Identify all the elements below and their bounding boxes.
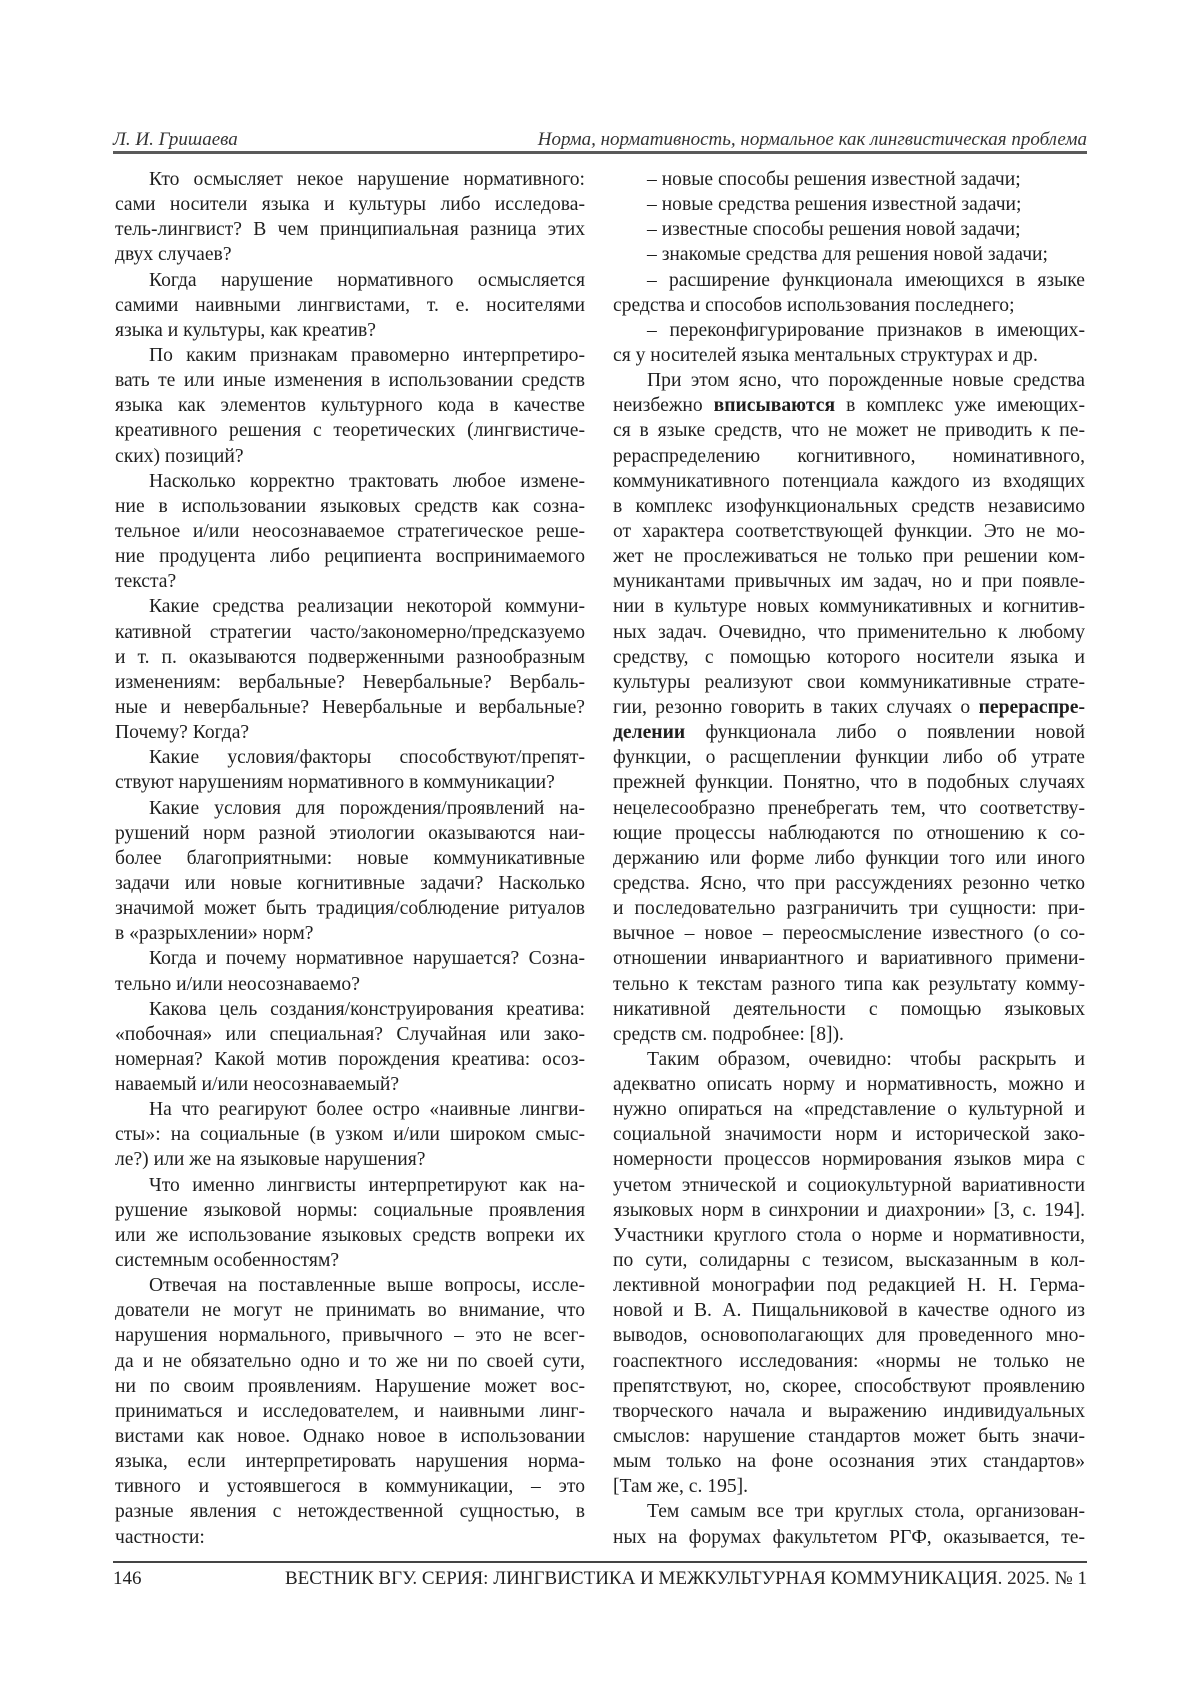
text-line: вать те или иные изменения в использовании средств [115, 368, 585, 393]
text-line: креативного решения с теоретических (лингвистиче- [115, 418, 585, 443]
text-line: «побочная» или специальная? Случайная или зако- [115, 1022, 585, 1047]
text-line: самими наивными лингвистами, т. е. носителями [115, 293, 585, 318]
text-line: нарушения нормального, привычного – это не всег- [115, 1323, 585, 1348]
text-line: в комплекс изофункциональных средств независимо [613, 494, 1085, 519]
text-line: текста? [115, 569, 585, 594]
text-line [613, 720, 1085, 745]
text-line: ние в использовании языковых средств как созна- [115, 494, 585, 519]
text-line: функции, о расщеплении функции либо об утрате [613, 745, 1085, 770]
running-header-author: Л. И. Гришаева [113, 127, 238, 153]
text-line: – знакомые средства для решения новой задачи; [613, 242, 1085, 267]
page-number: 146 [113, 1566, 142, 1592]
text-line: средства. Ясно, что при рассуждениях резонно четко [613, 871, 1085, 896]
text-line: частности: [115, 1525, 585, 1550]
text-segment: функционала либо о появлении новой [685, 722, 1085, 743]
text-line: Когда нарушение нормативного осмысляется [115, 268, 585, 293]
text-line [613, 695, 1085, 720]
text-line: никативной деятельности с помощью языковых [613, 997, 1085, 1022]
text-line: наваемый и/или неосознаваемый? [115, 1072, 585, 1097]
text-line: – расширение функционала имеющихся в языке [613, 268, 1085, 293]
text-line: гоаспектного исследования: «нормы не только не [613, 1349, 1085, 1374]
text-line: языка и культуры, как креатив? [115, 318, 585, 343]
footer-rule [113, 1561, 1087, 1563]
text-line: Участники круглого стола о норме и нормативности, [613, 1223, 1085, 1248]
text-line: препятствуют, но, скорее, способствуют проявлению [613, 1374, 1085, 1399]
text-line: номерности процессов нормирования языков мира с [613, 1147, 1085, 1172]
text-line: Когда и почему нормативное нарушается? Созна- [115, 946, 585, 971]
text-line: ни по своим проявлениям. Нарушение может вос- [115, 1374, 585, 1399]
text-line: ющие процессы наблюдаются по отношению к со- [613, 821, 1085, 846]
text-line: [Там же, с. 195]. [613, 1474, 1085, 1499]
bold-term: перераспре- [979, 697, 1085, 718]
text-line: держанию или форме либо функции того или иного [613, 846, 1085, 871]
text-line: рушений норм разной этиологии оказываются наи- [115, 821, 585, 846]
text-line: ние продуцента либо реципиента воспринимаемого [115, 544, 585, 569]
text-line: лективной монографии под редакцией Н. Н. Герма- [613, 1273, 1085, 1298]
text-line: мым только на фоне осознания этих стандартов» [613, 1449, 1085, 1474]
text-line [613, 393, 1085, 418]
header-rule [113, 151, 1087, 154]
text-line: новой и В. А. Пищальниковой в качестве одного из [613, 1298, 1085, 1323]
text-line: рераспределению когнитивного, номинативного, [613, 444, 1085, 469]
text-line: ных задач. Очевидно, что применительно к любому [613, 620, 1085, 645]
text-segment: гии, резонно говорить в таких случаях о [613, 697, 979, 718]
text-line: номерная? Какой мотив порождения креатива: осоз- [115, 1047, 585, 1072]
text-line: дователи не могут не принимать во внимание, что [115, 1298, 585, 1323]
text-line: При этом ясно, что порожденные новые средства [613, 368, 1085, 393]
text-line: разные явления с нетождественной сущностью, в [115, 1499, 585, 1524]
text-segment: неизбежно [613, 395, 714, 416]
text-line: средств см. подробнее: [8]). [613, 1022, 1085, 1047]
text-line: вистами как новое. Однако новое в использовании [115, 1424, 585, 1449]
text-line: – переконфигурирование признаков в имеющих- [613, 318, 1085, 343]
text-line: коммуникативного потенциала каждого из входящих [613, 469, 1085, 494]
text-line: творческого начала и выражению индивидуальных [613, 1399, 1085, 1424]
text-line: да и не обязательно одно и то же ни по своей сути, [115, 1349, 585, 1374]
text-line: и последовательно разграничить три сущности: при- [613, 896, 1085, 921]
text-line: социальной значимости норм и исторической зако- [613, 1122, 1085, 1147]
text-line: – новые способы решения известной задачи; [613, 167, 1085, 192]
text-line: задачи или новые когнитивные задачи? Насколько [115, 871, 585, 896]
text-line: языка, если интерпретировать нарушения норма- [115, 1449, 585, 1474]
text-line: и т. п. оказываются подверженными разнообразным [115, 645, 585, 670]
text-line: изменениям: вербальные? Невербальные? Вербаль- [115, 670, 585, 695]
text-line: ся у носителей языка ментальных структурах и др. [613, 343, 1085, 368]
text-line: прежней функции. Понятно, что в подобных случаях [613, 770, 1085, 795]
text-line: в «разрыхлении» норм? [115, 921, 585, 946]
text-line: выводов, основополагающих для проведенного мно- [613, 1323, 1085, 1348]
text-line: более благоприятными: новые коммуникативные [115, 846, 585, 871]
text-line: – известные способы решения новой задачи; [613, 217, 1085, 242]
text-line: вычное – новое – переосмысление известного (о со- [613, 921, 1085, 946]
text-line: Таким образом, очевидно: чтобы раскрыть и [613, 1047, 1085, 1072]
text-line: адекватно описать норму и нормативность, можно и [613, 1072, 1085, 1097]
text-line: приниматься и исследователем, и наивными линг- [115, 1399, 585, 1424]
text-line: учетом этнической и социокультурной вариативности [613, 1173, 1085, 1198]
text-line: нии в культуре новых коммуникативных и когнитив- [613, 594, 1085, 619]
text-line: Что именно лингвисты интерпретируют как на- [115, 1173, 585, 1198]
text-line: ных на форумах факультетом РГФ, оказывается, те- [613, 1525, 1085, 1550]
text-column-left [115, 167, 585, 1550]
text-line: нужно опираться на «представление о культурной и [613, 1097, 1085, 1122]
text-line: средству, с помощью которого носители языка и [613, 645, 1085, 670]
text-line: Кто осмысляет некое нарушение нормативного: [115, 167, 585, 192]
text-line: нецелесообразно пренебрегать тем, что соответству- [613, 796, 1085, 821]
text-segment: в комплекс уже имеющих- [835, 395, 1085, 416]
text-line: языка как элементов культурного кода в качестве [115, 393, 585, 418]
text-line: тивного и устоявшегося в коммуникации, – это [115, 1474, 585, 1499]
text-line: или же использование языковых средств вопреки их [115, 1223, 585, 1248]
text-line: Насколько корректно трактовать любое измене- [115, 469, 585, 494]
text-line: По каким признакам правомерно интерпретиро- [115, 343, 585, 368]
text-line: системным особенностям? [115, 1248, 585, 1273]
text-line: ные и невербальные? Невербальные и вербальные? [115, 695, 585, 720]
text-line: жет не прослеживаться не только при решении ком- [613, 544, 1085, 569]
journal-footer: ВЕСТНИК ВГУ. СЕРИЯ: ЛИНГВИСТИКА И МЕЖКУЛЬТУРНАЯ КОММУНИКАЦИЯ. 2025. № 1 [285, 1566, 1087, 1592]
text-line: Почему? Когда? [115, 720, 585, 745]
bold-term: вписываются [714, 395, 835, 416]
text-line: сты»: на социальные (в узком и/или широком смыс- [115, 1122, 585, 1147]
text-line: двух случаев? [115, 242, 585, 267]
text-line: тельное и/или неосознаваемое стратегическое реше- [115, 519, 585, 544]
text-line: Какова цель создания/конструирования креатива: [115, 997, 585, 1022]
text-line: от характера соответствующей функции. Это не мо- [613, 519, 1085, 544]
text-line: средства и способов использования последнего; [613, 293, 1085, 318]
bold-term: делении [613, 722, 685, 743]
running-header-title: Норма, нормативность, нормальное как лингвистическая проблема [538, 127, 1087, 153]
text-line: Тем самым все три круглых стола, организован- [613, 1499, 1085, 1524]
text-line: значимой может быть традиция/соблюдение ритуалов [115, 896, 585, 921]
text-line: Отвечая на поставленные выше вопросы, иссле- [115, 1273, 585, 1298]
text-line: ле?) или же на языковые нарушения? [115, 1147, 585, 1172]
text-line: Какие условия/факторы способствуют/препят- [115, 745, 585, 770]
text-line: тель-лингвист? В чем принципиальная разница этих [115, 217, 585, 242]
text-line: кативной стратегии часто/закономерно/предсказуемо [115, 620, 585, 645]
text-line: рушение языковой нормы: социальные проявления [115, 1198, 585, 1223]
text-line: ся в языке средств, что не может не приводить к пе- [613, 418, 1085, 443]
text-line: муникантами привычных им задач, но и при появле- [613, 569, 1085, 594]
text-line: сами носители языка и культуры либо исследова- [115, 192, 585, 217]
text-line: Какие средства реализации некоторой коммуни- [115, 594, 585, 619]
text-line: тельно и/или неосознаваемо? [115, 972, 585, 997]
text-line: языковых норм в синхронии и диахронии» [3, с. 194]. [613, 1198, 1085, 1223]
text-line: по сути, солидарны с тезисом, высказанным в кол- [613, 1248, 1085, 1273]
text-line: На что реагируют более остро «наивные лингви- [115, 1097, 585, 1122]
text-line: ских) позиций? [115, 444, 585, 469]
text-line: отношении инвариантного и вариативного примени- [613, 946, 1085, 971]
text-column-right [613, 167, 1085, 1550]
text-line: ствуют нарушениям нормативного в коммуникации? [115, 770, 585, 795]
text-line: – новые средства решения известной задачи; [613, 192, 1085, 217]
text-line: смыслов: нарушение стандартов может быть значи- [613, 1424, 1085, 1449]
text-line: тельно к текстам разного типа как результату комму- [613, 972, 1085, 997]
text-line: Какие условия для порождения/проявлений на- [115, 796, 585, 821]
text-line: культуры реализуют свои коммуникативные страте- [613, 670, 1085, 695]
